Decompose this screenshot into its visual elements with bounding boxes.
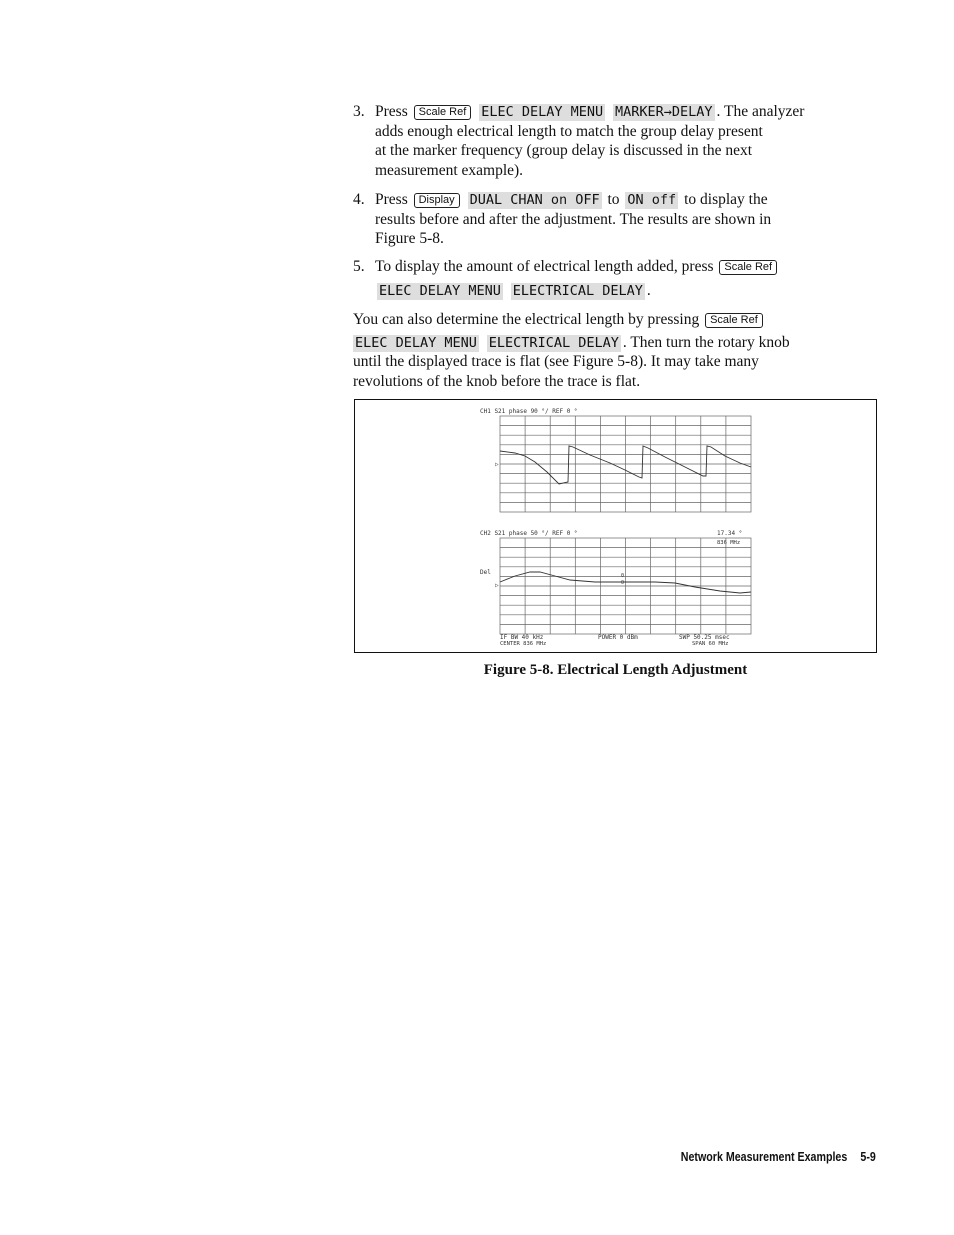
step-5: 5. To display the amount of electrical length added, press Scale Ref ELEC DELAY MENU ELECTRICAL DELAY . bbox=[353, 257, 873, 300]
analyzer-screen bbox=[355, 400, 875, 651]
marker-symbol: 0 bbox=[621, 580, 625, 586]
figure-5-8 bbox=[354, 399, 877, 653]
ch2-marker-freq: 836 MHz bbox=[717, 540, 741, 546]
page-number: 5-9 bbox=[860, 1149, 876, 1164]
electrical-delay-softkey: ELECTRICAL DELAY bbox=[488, 334, 619, 351]
scale-ref-hardkey: Scale Ref bbox=[705, 313, 763, 328]
scale-ref-hardkey: Scale Ref bbox=[719, 260, 777, 275]
ch2-header: CH2 S21 phase 50 °/ REF 0 ° bbox=[480, 530, 578, 537]
instruction-paragraph: You can also determine the electrical length by pressing Scale Ref ELEC DELAY MENU ELECTRICAL DELAY . Then turn the rotary knob until the displayed trace is flat (see Figure 5-8). It may take many revolutions of the knob before the trace is flat. bbox=[353, 311, 790, 390]
scale-ref-hardkey: Scale Ref bbox=[414, 105, 472, 120]
step-number: 3. bbox=[353, 103, 365, 120]
step-number: 5. bbox=[353, 258, 365, 275]
ch2-marker-value: 17.34 ° bbox=[717, 530, 743, 537]
ch2-del-label: Del bbox=[480, 569, 491, 576]
on-off-softkey: ON off bbox=[627, 192, 677, 208]
marker-delay-softkey: MARKER→DELAY bbox=[614, 104, 713, 120]
ch2-grid bbox=[500, 538, 751, 634]
section-title: Network Measurement Examples bbox=[680, 1149, 848, 1164]
ch2-ref-marker: ▷ bbox=[495, 582, 499, 589]
ch1-header: CH1 S21 phase 90 °/ REF 0 ° bbox=[480, 408, 578, 415]
elec-delay-menu-softkey: ELEC DELAY MENU bbox=[379, 282, 501, 299]
figure-caption: Figure 5-8. Electrical Length Adjustment bbox=[483, 662, 748, 678]
ch1-ref-marker: ▷ bbox=[495, 461, 499, 468]
step-3: 3. Press Scale Ref ELEC DELAY MENU MARKER→DELAY . The analyzer adds enough electrical length to match the group delay present at the marker frequency (group delay is discussed in the next measurement example). bbox=[353, 103, 805, 179]
electrical-delay-softkey: ELECTRICAL DELAY bbox=[512, 282, 643, 299]
step-4: 4. Press Display DUAL CHAN on OFF to ON off to display the results before and after the adjustment. The results are shown in Figure 5-8. bbox=[353, 191, 772, 247]
if-bw-label: IF BW 40 kHz bbox=[500, 634, 544, 641]
center-label: CENTER 836 MHz bbox=[500, 641, 547, 647]
elec-delay-menu-softkey: ELEC DELAY MENU bbox=[481, 104, 604, 120]
elec-delay-menu-softkey: ELEC DELAY MENU bbox=[355, 334, 477, 351]
marker-symbol: 0 bbox=[621, 573, 625, 579]
display-hardkey: Display bbox=[414, 193, 460, 208]
step-number: 4. bbox=[353, 191, 365, 208]
page-footer bbox=[681, 1149, 876, 1164]
dual-chan-softkey: DUAL CHAN on OFF bbox=[469, 192, 600, 208]
power-label: POWER 0 dBm bbox=[598, 634, 638, 641]
sweep-label: SWP 50.25 msec bbox=[679, 634, 730, 641]
span-label: SPAN 60 MHz bbox=[692, 641, 729, 647]
